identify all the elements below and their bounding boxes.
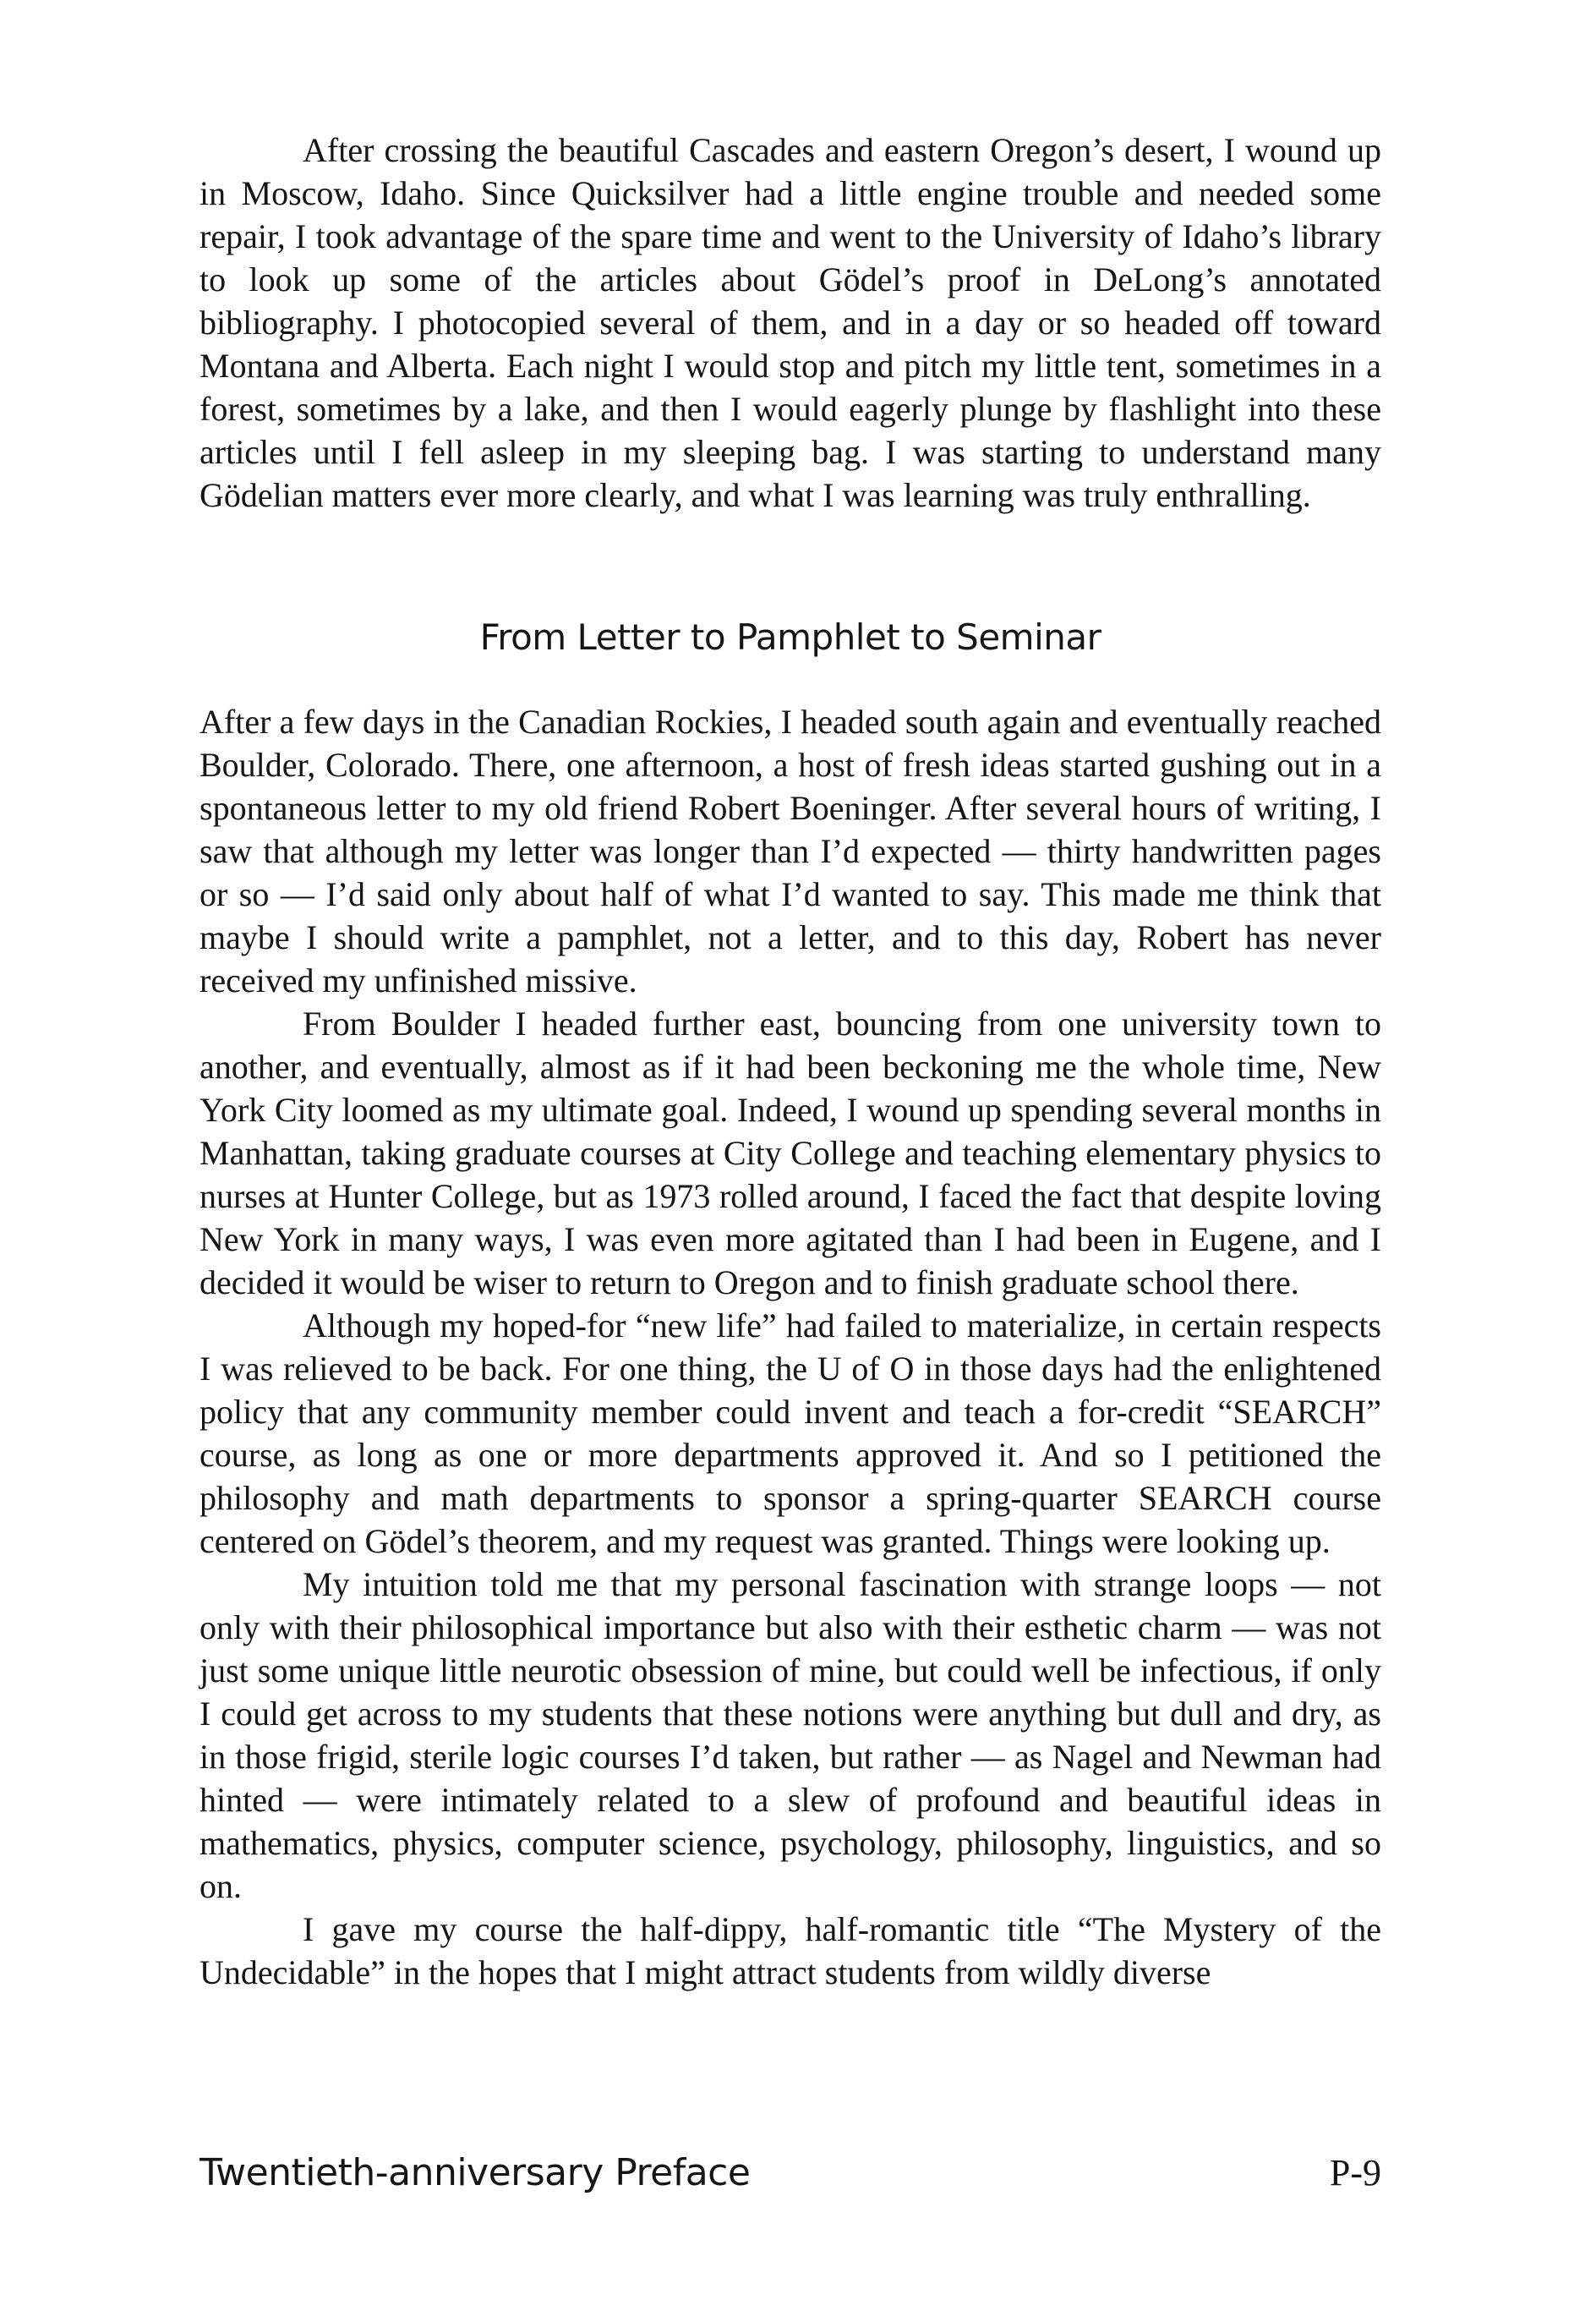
paragraph-2: From Boulder I headed further east, bouncing from one university town to another, and eventually, almost as if it had been beckoning me the whole time, New York City loomed as my ultimate goal. Indeed, I wound up spending several months in Manhattan, taking graduate courses at City College and teaching elementary physics to nurses at Hunter College, but as 1973 rolled around, I faced the fact that despite loving New York in many ways, I was even more agitated than I had been in Eugene, and I decided it would be wiser to return to Oregon and to finish graduate school there.	[200, 1005, 1381, 1301]
section-text-block	[200, 700, 1381, 1994]
paragraph-1: After a few days in the Canadian Rockies, I headed south again and eventually reached Boulder, Colorado. There, one afternoon, a host of fresh ideas started gushing out in a spontaneous letter to my old friend Robert Boeninger. After several hours of writing, I saw that although my letter was longer than I’d expected — thirty handwritten pages or so — I’d said only about half of what I’d wanted to say. This made me think that maybe I should write a pamphlet, not a letter, and to this day, Robert has never received my unfinished missive.	[200, 703, 1381, 999]
paragraph-4: My intuition told me that my personal fascination with strange loops — not only with their philosophical importance but also with their esthetic charm — was not just some unique little neurotic obsession of mine, but could well be infectious, if only I could get across to my students that these notions were anything but dull and dry, as in those frigid, sterile logic courses I’d taken, but rather — as Nagel and Newman had hinted — were intimately related to a slew of profound and beautiful ideas in mathematics, physics, computer science, psychology, philosophy, linguistics, and so on.	[200, 1565, 1381, 1905]
intro-paragraph: After crossing the beautiful Cascades and eastern Oregon’s desert, I wound up in Moscow, Idaho. Since Quicksilver had a little engine trouble and needed some repair, I took advantage of the spare time and went to the University of Idaho’s library to look up some of the articles about Gödel’s proof in DeLong’s annotated bibliography. I photocopied several of them, and in a day or so headed off toward Montana and Alberta. Each night I would stop and pitch my little tent, sometimes in a forest, sometimes by a lake, and then I would eagerly plunge by flashlight into these articles until I fell asleep in my sleeping bag. I was starting to understand many Gödelian matters ever more clearly, and what I was learning was truly enthralling.	[200, 131, 1381, 514]
page-number: P-9	[1329, 2152, 1381, 2193]
running-footer-title: Twentieth-anniversary Preface	[200, 2151, 751, 2194]
intro-text-block	[200, 129, 1381, 517]
paragraph-3: Although my hoped-for “new life” had failed to materialize, in certain respects I was relieved to be back. For one thing, the U of O in those days had the enlightened policy that any community member could invent and teach a for-credit “SEARCH” course, as long as one or more departments approved it. And so I petitioned the philosophy and math departments to sponsor a spring-quarter SEARCH course centered on Gödel’s theorem, and my request was granted. Things were looking up.	[200, 1306, 1381, 1560]
paragraph-5: I gave my course the half-dippy, half-romantic title “The Mystery of the Undecidable” in the hopes that I might attract students from wildly diverse	[200, 1910, 1381, 1991]
section-heading: From Letter to Pamphlet to Seminar	[479, 616, 1101, 658]
